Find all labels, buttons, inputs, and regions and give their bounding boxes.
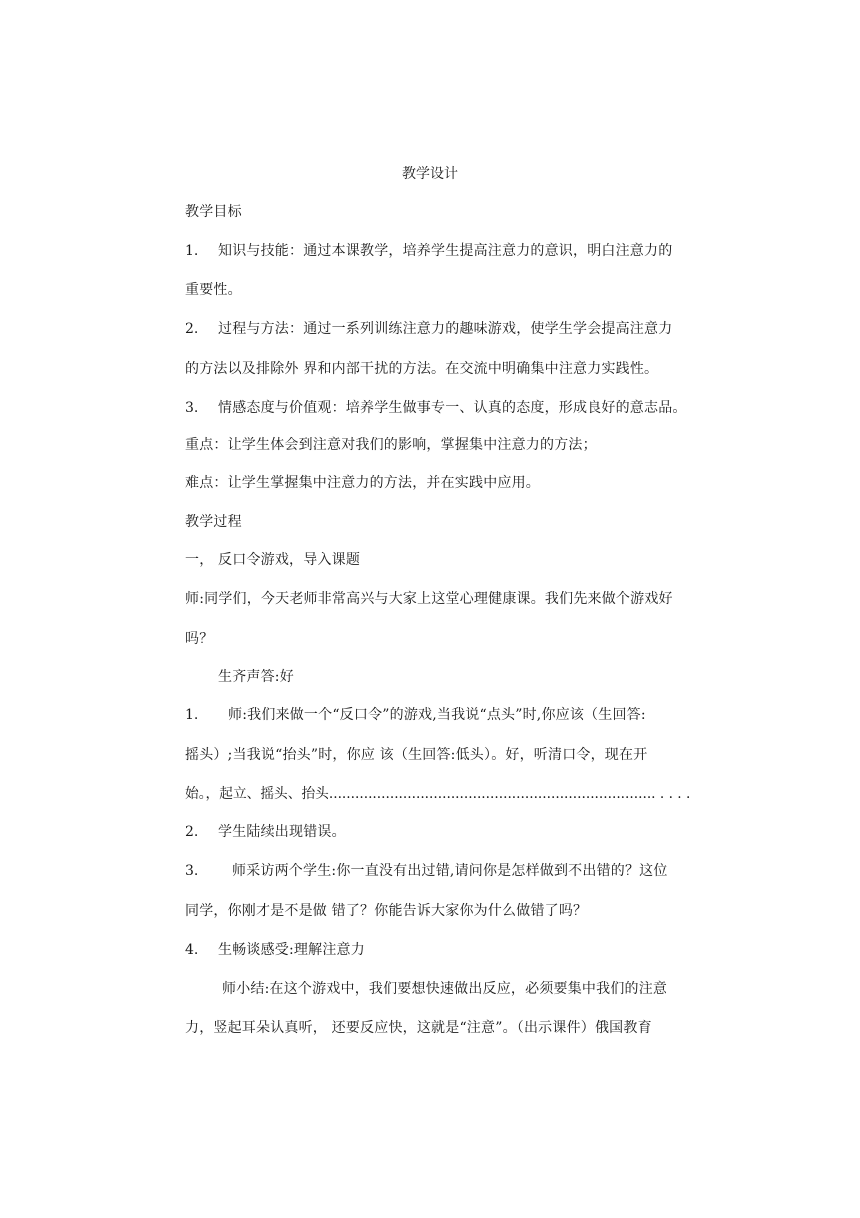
goal2-number: 2. xyxy=(185,321,199,337)
teacher-intro-line1: 师:同学们，今天老师非常高兴与大家上这堂心理健康课。我们先来做个游戏好 xyxy=(185,591,673,607)
step3-line2: 同学，你刚才是不是做 错了？你能告诉大家你为什么做错了吗？ xyxy=(185,903,588,919)
step3-line1: 师采访两个学生:你一直没有出过错,请问你是怎样做到不出错的？这位 xyxy=(232,863,668,879)
step2-number: 2. xyxy=(185,824,199,840)
teacher-intro-line2: 吗？ xyxy=(185,631,214,647)
step1-line2: 摇头）;当我说“抬头”时，你应 该（生回答:低头）。好，听清口令，现在开 xyxy=(185,747,648,763)
students-answer: 生齐声答:好 xyxy=(218,669,294,685)
step4-line1: 生畅谈感受:理解注意力 xyxy=(218,942,365,958)
goal1-number: 1. xyxy=(185,243,199,259)
section-heading-process: 教学过程 xyxy=(185,514,242,530)
goal1-line2: 重要性。 xyxy=(185,282,242,298)
summary-line1: 师小结:在这个游戏中，我们要想快速做出反应，必须要集中我们的注意 xyxy=(222,981,668,997)
key-point: 重点：让学生体会到注意对我们的影响，掌握集中注意力的方法； xyxy=(185,437,597,453)
step3-number: 3. xyxy=(185,863,199,879)
goal2-line2: 的方法以及排除外 界和内部干扰的方法。在交流中明确集中注意力实践性。 xyxy=(185,361,659,377)
goal3-number: 3. xyxy=(185,400,199,416)
part1-heading: 一， 反口令游戏，导入课题 xyxy=(185,552,361,568)
step1-number: 1. xyxy=(185,707,199,723)
step4-number: 4. xyxy=(185,942,199,958)
step2-line1: 学生陆续出现错误。 xyxy=(218,824,346,840)
difficulty-point: 难点：让学生掌握集中注意力的方法，并在实践中应用。 xyxy=(185,475,540,491)
goal1-line1: 知识与技能：通过本课教学，培养学生提高注意力的意识，明白注意力的 xyxy=(218,243,673,259)
goal3-line1: 情感态度与价值观：培养学生做事专一、认真的态度，形成良好的意志品。 xyxy=(218,400,687,416)
summary-line2: 力，竖起耳朵认真听， 还要反应快，这就是“注意”。（出示课件）俄国教育 xyxy=(185,1020,652,1036)
section-heading-goals: 教学目标 xyxy=(185,204,242,220)
step1-line1: 师:我们来做一个“反口令”的游戏,当我说“点头”时,你应该（生回答: xyxy=(228,707,646,723)
goal2-line1: 过程与方法：通过一系列训练注意力的趣味游戏，使学生学会提高注意力 xyxy=(218,321,673,337)
document-title: 教学设计 xyxy=(402,166,458,182)
step1-line3: 始。，起立、摇头、抬头........................................................................... . . . . xyxy=(185,786,691,802)
